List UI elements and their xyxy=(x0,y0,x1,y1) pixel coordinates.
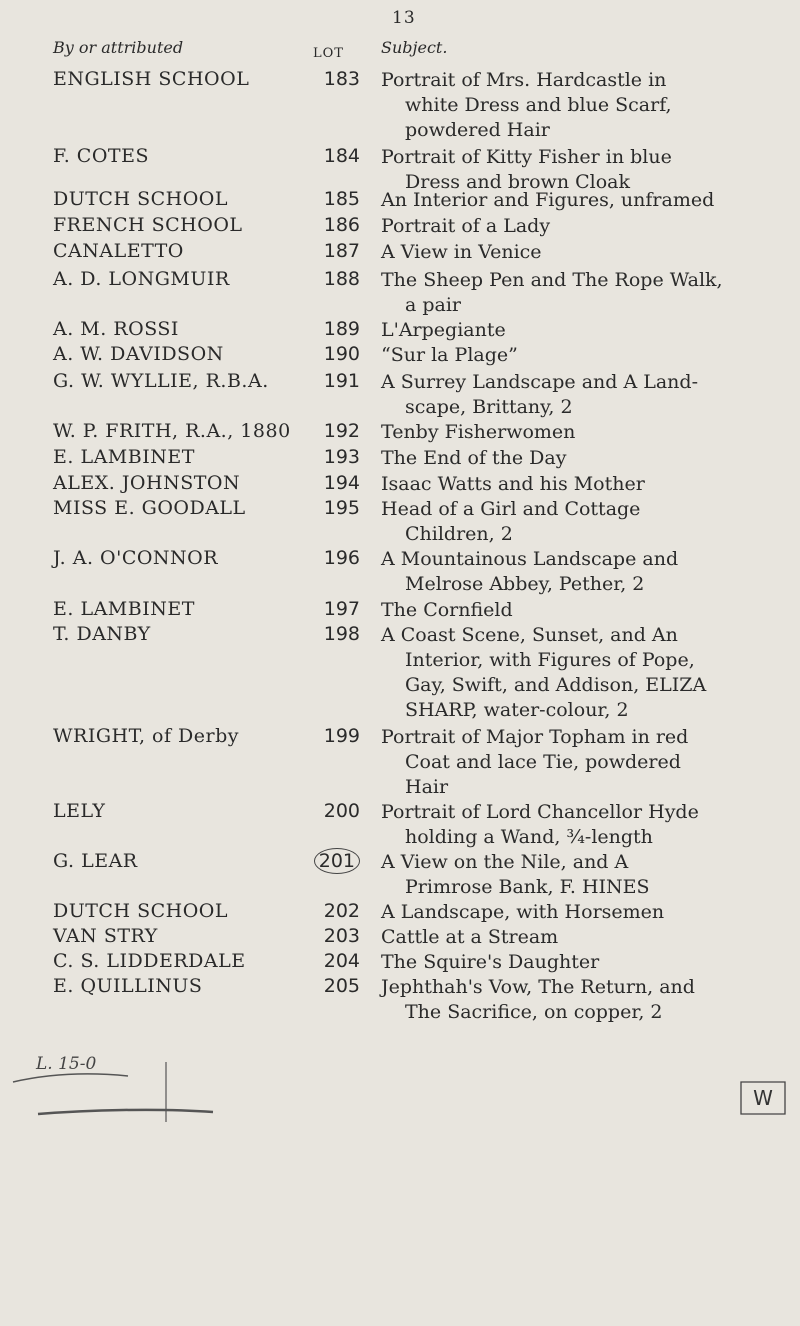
subject-line: Isaac Watts and his Mother xyxy=(381,473,645,495)
subject-line: Portrait of Kitty Fisher in blue xyxy=(381,146,672,168)
lot-number xyxy=(300,472,360,494)
subject-description xyxy=(381,975,781,1025)
subject-line: The Sacrifice, on copper, 2 xyxy=(405,1001,663,1023)
subject-line: A Surrey Landscape and A Land- xyxy=(381,371,698,393)
lot-number-text: 189 xyxy=(323,318,360,340)
lot-number xyxy=(300,370,360,392)
subject-line: scape, Brittany, 2 xyxy=(405,396,573,418)
artist-name: G. W. WYLLIE, R.B.A. xyxy=(53,370,269,392)
lot-number xyxy=(300,547,360,569)
subject-description xyxy=(381,623,781,723)
artist-name: WRIGHT, of Derby xyxy=(53,725,240,747)
subject-line: Interior, with Figures of Pope, xyxy=(405,649,695,671)
artist-name: W. P. FRITH, R.A., 1880 xyxy=(53,420,291,442)
subject-line: holding a Wand, ¾-length xyxy=(405,826,653,848)
subject-description xyxy=(381,370,781,420)
lot-number-text: 193 xyxy=(323,446,360,468)
lot-number xyxy=(300,497,360,519)
subject-line: The Cornfield xyxy=(381,599,513,621)
lot-number xyxy=(300,268,360,290)
lot-number-text: 187 xyxy=(323,240,360,262)
subject-description xyxy=(381,343,781,368)
lot-number xyxy=(300,950,360,972)
subject-line: Coat and lace Tie, powdered xyxy=(405,751,681,773)
subject-description xyxy=(381,850,781,900)
artist-name: LELY xyxy=(53,800,106,822)
subject-line: Portrait of a Lady xyxy=(381,215,551,237)
subject-description xyxy=(381,214,781,239)
subject-description xyxy=(381,497,781,547)
subject-line: Portrait of Major Topham in red xyxy=(381,726,689,748)
subject-line: A Mountainous Landscape and xyxy=(381,548,679,570)
subject-line: Primrose Bank, F. HINES xyxy=(405,876,650,898)
lot-number-text: 192 xyxy=(323,420,360,442)
artist-name: ALEX. JOHNSTON xyxy=(53,472,241,494)
lot-number-text: 183 xyxy=(323,68,360,90)
subject-description xyxy=(381,472,781,497)
subject-column-header: Subject. xyxy=(381,38,448,57)
subject-description xyxy=(381,188,781,213)
lot-number xyxy=(300,925,360,947)
artist-name: DUTCH SCHOOL xyxy=(53,900,228,922)
subject-line: “Sur la Plage” xyxy=(381,344,518,366)
subject-line: A View in Venice xyxy=(381,241,542,263)
lot-number-text: 190 xyxy=(323,343,360,365)
handwritten-scribble-left xyxy=(8,1052,218,1122)
subject-line: L'Arpegiante xyxy=(381,319,506,341)
subject-description xyxy=(381,240,781,265)
subject-description xyxy=(381,446,781,471)
artist-name: C. S. LIDDERDALE xyxy=(53,950,246,972)
lot-number xyxy=(300,145,360,167)
lot-number xyxy=(300,975,360,997)
subject-line: Jephthah's Vow, The Return, and xyxy=(381,976,695,998)
artist-name: A. D. LONGMUIR xyxy=(53,268,230,290)
artist-name: E. LAMBINET xyxy=(53,446,195,468)
lot-number xyxy=(300,214,360,236)
subject-line: A Coast Scene, Sunset, and An xyxy=(381,624,678,646)
subject-line: Gay, Swift, and Addison, ELIZA xyxy=(405,674,707,696)
subject-line: a pair xyxy=(405,294,462,316)
subject-description xyxy=(381,598,781,623)
subject-line: Hair xyxy=(405,776,449,798)
subject-line: Portrait of Lord Chancellor Hyde xyxy=(381,801,699,823)
subject-description xyxy=(381,68,781,143)
subject-line: Head of a Girl and Cottage xyxy=(381,498,641,520)
lot-number-text: 188 xyxy=(323,268,360,290)
subject-description xyxy=(381,725,781,800)
subject-description xyxy=(381,420,781,445)
handwritten-box-annotation xyxy=(737,1078,789,1118)
subject-line: Portrait of Mrs. Hardcastle in xyxy=(381,69,667,91)
artist-name: VAN STRY xyxy=(53,925,158,947)
lot-number-text: 199 xyxy=(323,725,360,747)
lot-number-text: 197 xyxy=(323,598,360,620)
lot-number-text: 202 xyxy=(323,900,360,922)
subject-description xyxy=(381,268,781,318)
lot-number-text: 205 xyxy=(323,975,360,997)
subject-line: SHARP, water-colour, 2 xyxy=(405,699,629,721)
lot-number xyxy=(300,900,360,922)
lot-number-text: 196 xyxy=(323,547,360,569)
lot-number-text: 203 xyxy=(323,925,360,947)
lot-number xyxy=(300,240,360,262)
margin-note-left: L. 15-0 xyxy=(36,1054,97,1074)
subject-description xyxy=(381,950,781,975)
subject-description xyxy=(381,318,781,343)
artist-name: E. QUILLINUS xyxy=(53,975,203,997)
subject-line: Melrose Abbey, Pether, 2 xyxy=(405,573,645,595)
subject-description xyxy=(381,800,781,850)
artist-name: E. LAMBINET xyxy=(53,598,195,620)
subject-line: The End of the Day xyxy=(381,447,567,469)
subject-line: white Dress and blue Scarf, xyxy=(405,94,672,116)
subject-line: The Sheep Pen and The Rope Walk, xyxy=(381,269,723,291)
lot-number-text: 198 xyxy=(323,623,360,645)
subject-description xyxy=(381,900,781,925)
lot-number xyxy=(300,598,360,620)
margin-note-right: W xyxy=(753,1086,773,1110)
lot-number-text: 204 xyxy=(323,950,360,972)
lot-number xyxy=(300,420,360,442)
lot-number-text: 184 xyxy=(323,145,360,167)
artist-name: DUTCH SCHOOL xyxy=(53,188,228,210)
artist-name: A. M. ROSSI xyxy=(53,318,179,340)
lot-number xyxy=(300,725,360,747)
subject-line: powdered Hair xyxy=(405,119,550,141)
artist-name: F. COTES xyxy=(53,145,149,167)
artist-name: ENGLISH SCHOOL xyxy=(53,68,250,90)
subject-line: Children, 2 xyxy=(405,523,513,545)
artist-name: T. DANBY xyxy=(53,623,151,645)
artist-name: MISS E. GOODALL xyxy=(53,497,246,519)
subject-line: An Interior and Figures, unframed xyxy=(381,189,715,211)
subject-line: Dress and brown Cloak xyxy=(405,171,630,193)
artist-name: G. LEAR xyxy=(53,850,138,872)
lot-number xyxy=(300,800,360,822)
subject-line: A View on the Nile, and A xyxy=(381,851,629,873)
lot-number xyxy=(300,188,360,210)
page-number: 13 xyxy=(392,8,416,28)
subject-line: The Squire's Daughter xyxy=(381,951,600,973)
lot-number xyxy=(300,343,360,365)
lot-number xyxy=(300,68,360,90)
lot-number xyxy=(300,623,360,645)
artist-name: J. A. O'CONNOR xyxy=(53,547,219,569)
lot-number-text: 195 xyxy=(323,497,360,519)
lot-number-text: 185 xyxy=(323,188,360,210)
artist-column-header: By or attributed xyxy=(53,38,184,57)
lot-number xyxy=(300,850,360,872)
lot-number-text: 200 xyxy=(323,800,360,822)
lot-number-text: 186 xyxy=(323,214,360,236)
lot-number-text: 194 xyxy=(323,472,360,494)
artist-name: FRENCH SCHOOL xyxy=(53,214,243,236)
artist-name: A. W. DAVIDSON xyxy=(53,343,224,365)
subject-line: Tenby Fisherwomen xyxy=(381,421,576,443)
lot-column-header: LOT xyxy=(313,46,344,61)
artist-name: CANALETTO xyxy=(53,240,184,262)
subject-description xyxy=(381,547,781,597)
subject-description xyxy=(381,925,781,950)
lot-number xyxy=(300,318,360,340)
subject-line: Cattle at a Stream xyxy=(381,926,559,948)
lot-number xyxy=(300,446,360,468)
subject-line: A Landscape, with Horsemen xyxy=(381,901,665,923)
lot-number-text: 191 xyxy=(323,370,360,392)
lot-number-text: 201 xyxy=(314,848,360,874)
